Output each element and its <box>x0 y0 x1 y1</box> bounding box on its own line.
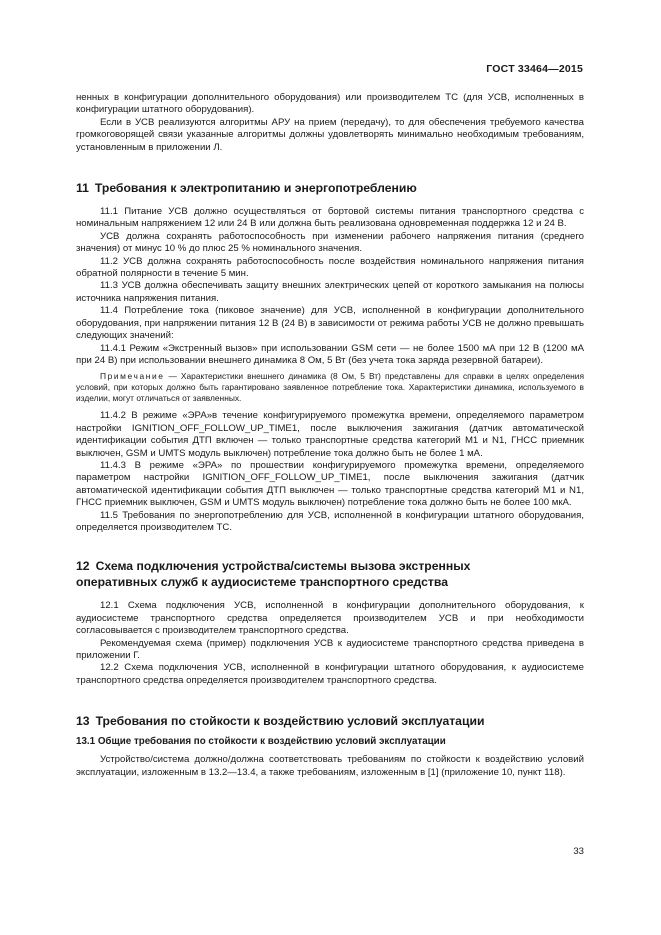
paragraph: 11.5 Требования по энергопотреблению для УСВ, исполненной в конфигурации штатного оборудования, определяется производителем ТС. <box>76 509 584 533</box>
paragraph: Устройство/система должно/должна соответствовать требованиям по стойкости к воздействию условий эксплуатации, изложенным в 13.2—13.4, а также требованиям, изложенным в [1] (приложение 10, пункт 118). <box>76 754 584 778</box>
section-title: Требования по стойкости к воздействию условий эксплуатации <box>95 714 485 729</box>
paragraph: Рекомендуемая схема (пример) подключения УСВ к аудиосистеме транспортного средства приведена в приложении Г. <box>76 637 584 661</box>
page-content <box>76 92 584 779</box>
section-13-heading <box>76 713 584 729</box>
paragraph: 11.2 УСВ должна сохранять работоспособность после воздействия номинального напряжения питания обратной полярности в течение 5 мин. <box>76 255 584 280</box>
paragraph: 11.4.2 В режиме «ЭРА»в течение конфигурируемого промежутка времени, определяемого параметром настройки IGNITION_OFF_FOLLOW_UP_TIME1, после выключения зажигания (датчик автоматической идентификации события ДТП включен — только транспортные средства категорий М1 и N1, ГНСС приемник выключен, GSM и UMTS модуль выключен) потребление тока должно быть не более 1 мА. <box>76 410 584 459</box>
section-number: 12 <box>76 559 90 574</box>
section-title-line-2: оперативных служб к аудиосистеме транспортного средства <box>76 575 448 590</box>
paragraph: 11.4 Потребление тока (пиковое значение) для УСВ, исполненной в конфигурации дополнительного оборудования, при напряжении питания 12 В (24 В) в зависимости от режима работы УСВ не должно превышать следующих значений: <box>76 305 584 342</box>
section-number: 11 <box>76 181 89 196</box>
paragraph: Если в УСВ реализуются алгоритмы АРУ на прием (передачу), то для обеспечения требуемого качества громкоговорящей связи указанные алгоритмы должны удовлетворять минимально необходимым требованиям, установленным в приложении Л. <box>76 116 584 153</box>
paragraph: 11.3 УСВ должна обеспечивать защиту внешних электрических цепей от короткого замыкания на полюсы источника напряжения питания. <box>76 280 584 304</box>
section-11-heading <box>76 180 584 196</box>
paragraph: УСВ должна сохранять работоспособность при изменении рабочего напряжения питания (среднего значения) от минус 10 % до плюс 25 % номинального значения. <box>76 230 584 255</box>
paragraph: 12.2 Схема подключения УСВ, исполненной в конфигурации штатного оборудования, к аудиосистеме транспортного средства определяется производителем транспортного средства. <box>76 662 584 686</box>
page-number: 33 <box>573 846 584 857</box>
document-code: ГОСТ 33464—2015 <box>486 63 583 75</box>
section-number: 13 <box>76 714 90 729</box>
paragraph: 11.4.1 Режим «Экстренный вызов» при использовании GSM сети — не более 1500 мА при 12 В (1200 мА при 24 В) при использовании внешнего динамика 8 Ом, 5 Вт (без учета тока заряда резервной батареи). <box>76 342 584 366</box>
note-text: — Характеристики внешнего динамика (8 Ом, 5 Вт) представлены для справки в целях определения условий, при которых должно быть гарантировано заявленное потребление тока. Характеристики динамика, используемого в изделии, могут отличаться от заявленных. <box>76 371 584 404</box>
subsection-title: Общие требования по стойкости к воздействию условий эксплуатации <box>97 736 446 748</box>
note-label: Примечание <box>100 371 165 382</box>
section-title-line-1: Схема подключения устройства/системы вызова экстренных <box>95 559 471 574</box>
section-title: Требования к электропитанию и энергопотреблению <box>94 181 417 196</box>
paragraph: 11.4.3 В режиме «ЭРА» по прошествии конфигурируемого промежутка времени, определяемого параметром настройки IGNITION_OFF_FOLLOW_UP_TIME1, после выключения зажигания (датчик автоматической идентификации события ДТП выключен — только транспортные средства категорий М1 и N1, ГНСС приемник выключен, GSM и UMTS модуль выключен) потребление тока должно быть не более 100 мкА. <box>76 459 584 509</box>
paragraph: ненных в конфигурации дополнительного оборудования) или производителем ТС (для УСВ, исполненных в конфигурации штатного оборудования). <box>76 92 584 116</box>
subsection-13-1-heading <box>76 735 584 748</box>
paragraph: 12.1 Схема подключения УСВ, исполненной в конфигурации дополнительного оборудования, к аудиосистеме транспортного средства определяется производителем УСВ и при необходимости согласовывается с производителем транспортного средства. <box>76 600 584 637</box>
subsection-number: 13.1 <box>76 736 96 748</box>
section-12-heading <box>76 558 584 590</box>
note <box>76 371 584 404</box>
paragraph: 11.1 Питание УСВ должно осуществляться от бортовой системы питания транспортного средства с номинальным напряжением 12 или 24 В или должна быть реализована одновременная поддержка 12 и 24 В. <box>76 206 584 230</box>
